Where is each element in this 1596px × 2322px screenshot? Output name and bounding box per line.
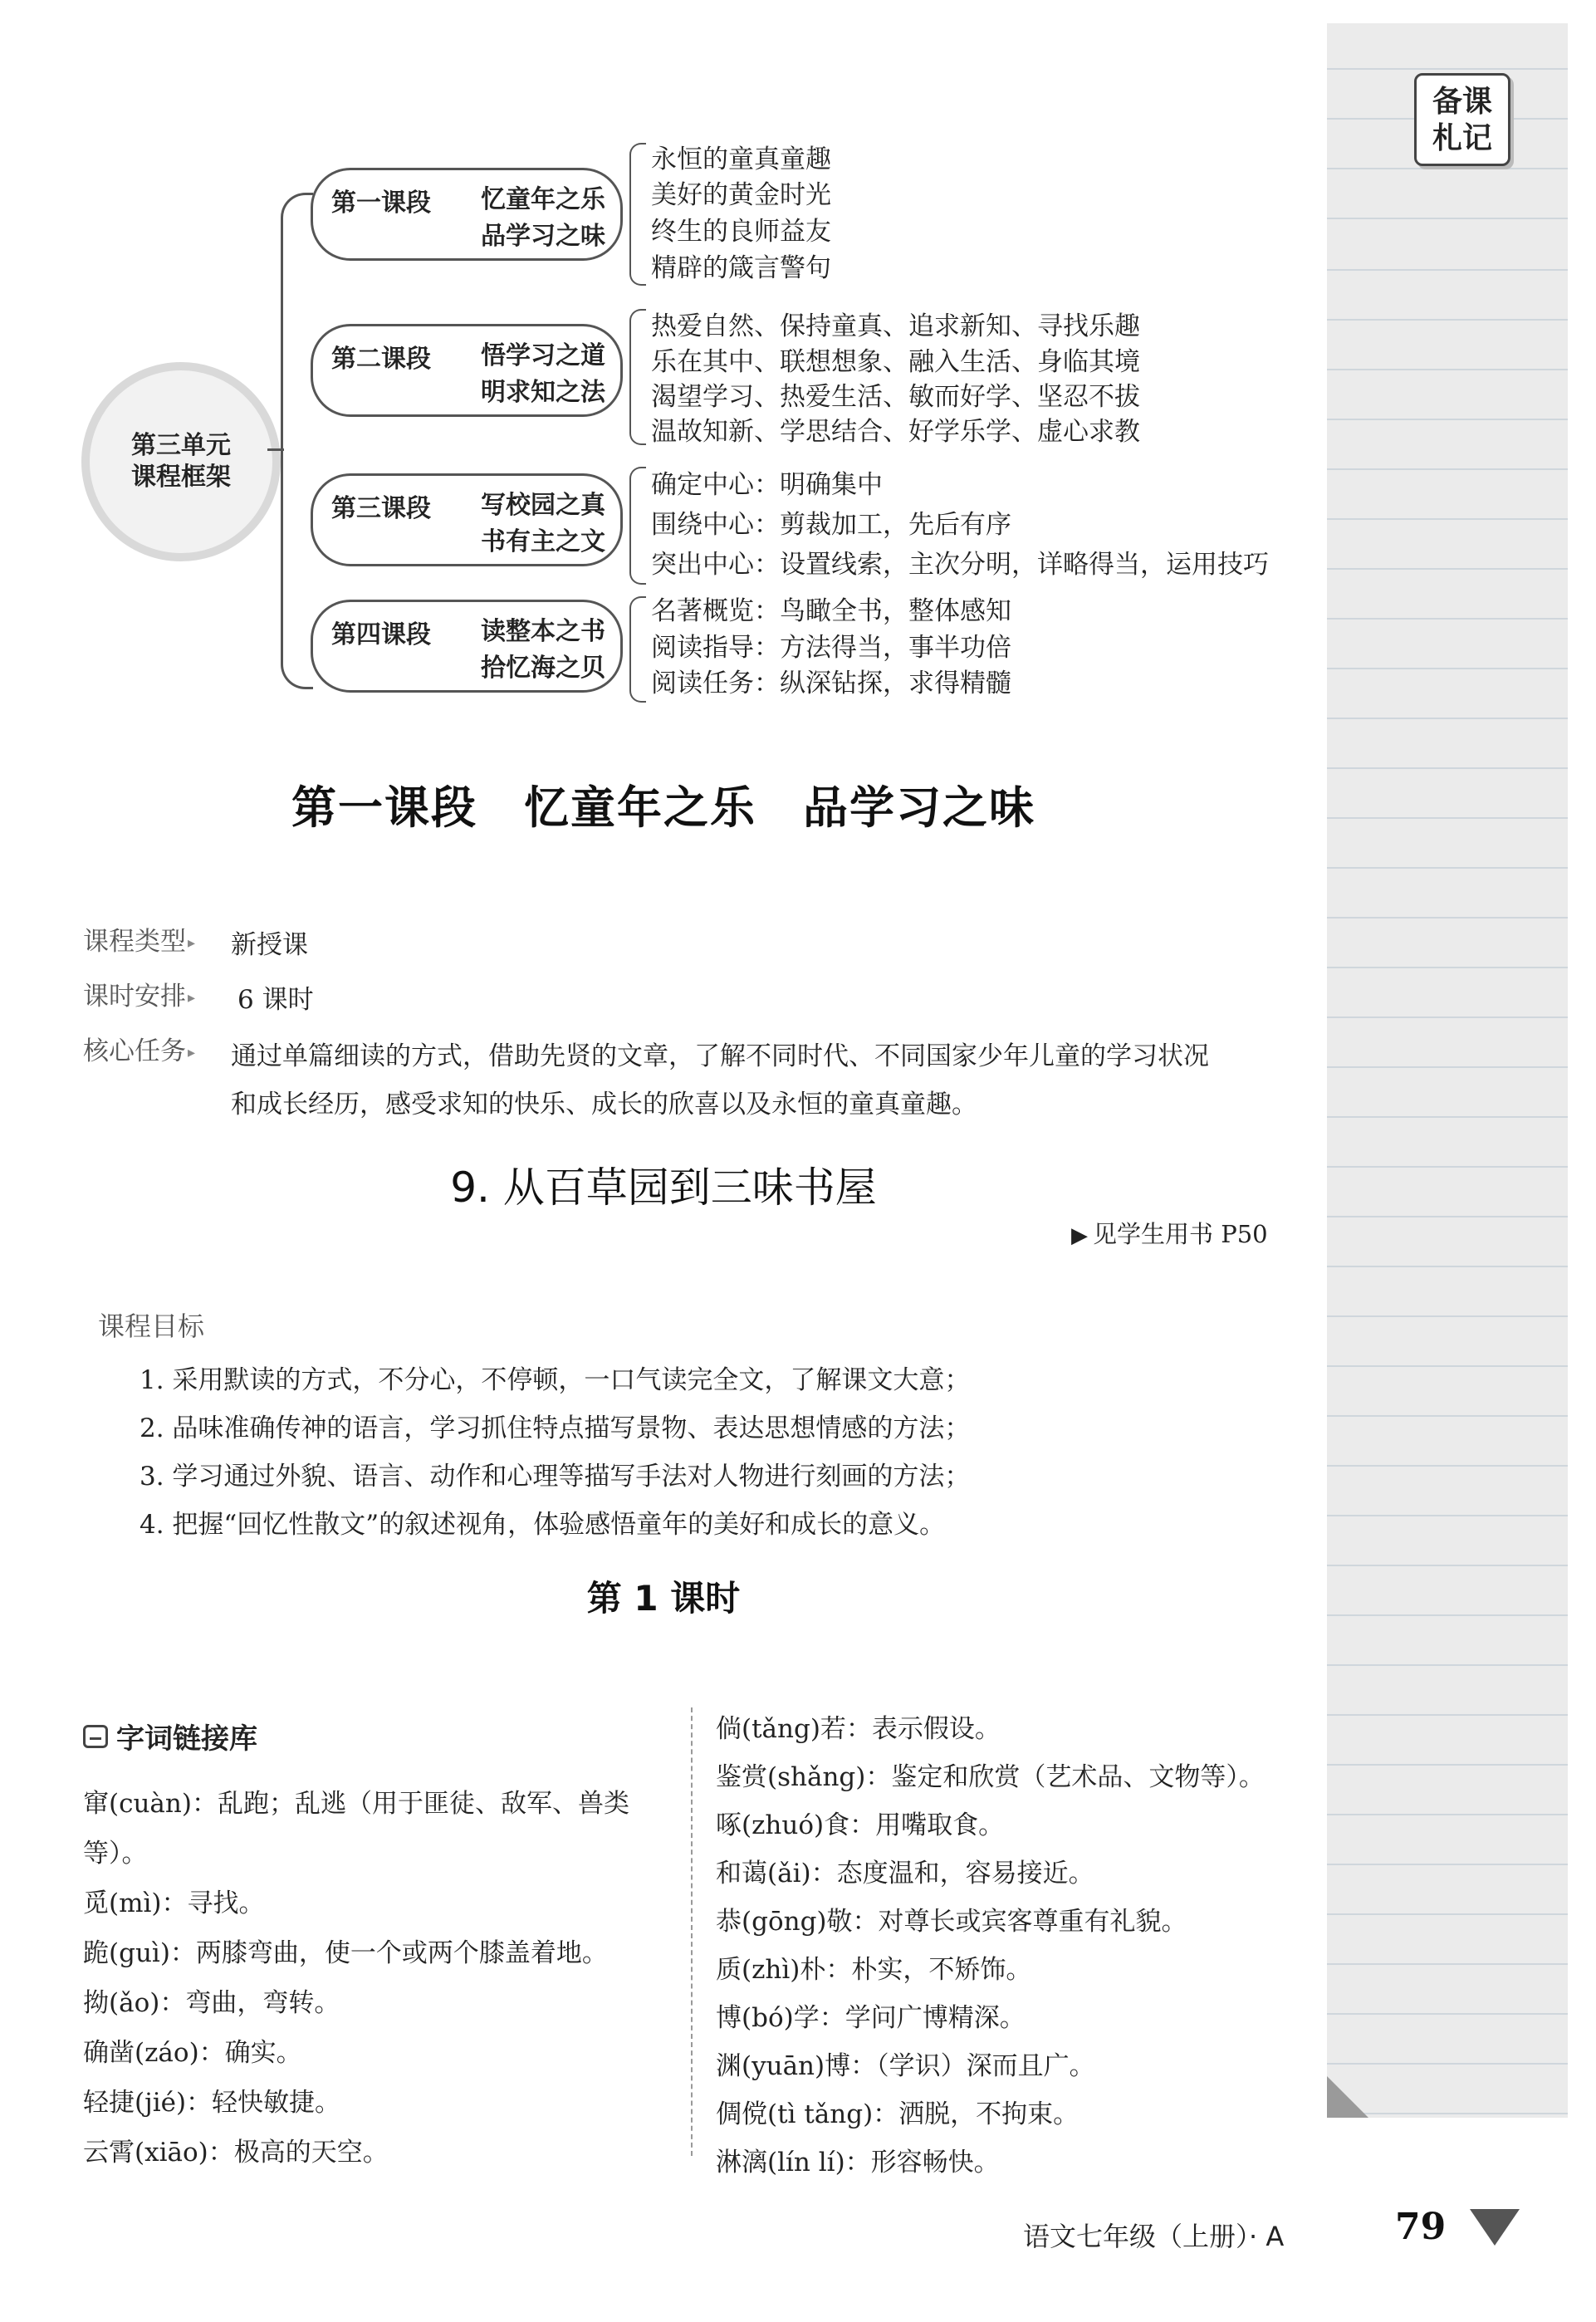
vocab-entry: 觅(mì)：寻找。: [83, 1888, 265, 1918]
segment-item: 精辟的箴言警句: [651, 253, 831, 283]
vocab-entry: 轻捷(jié)：轻快敏捷。: [83, 2088, 341, 2118]
vocab-entry: 博(bó)学：学问广博精深。: [716, 2003, 1026, 2033]
segment-item: 突出中心：设置线索，主次分明，详略得当，运用技巧: [651, 550, 1269, 580]
vocab-entry: 确凿(záo)：确实。: [83, 2038, 302, 2068]
segment-title-line2: 品学习之味: [481, 222, 605, 251]
page-fold-icon: [1327, 2076, 1368, 2118]
page-corner-icon: [1470, 2209, 1520, 2246]
course-type-label: 课程类型 ▸: [83, 920, 195, 958]
period-title: 第 1 课时: [586, 1578, 741, 1619]
vocab-entry: 淋漓(lín lí)：形容畅快。: [716, 2148, 1000, 2177]
segment-item: 热爱自然、保持童真、追求新知、寻找乐趣: [651, 311, 1140, 341]
framework-center: [81, 362, 281, 561]
segment-name: 第二课段: [331, 345, 431, 374]
goal-item: 3. 学习通过外貌、语言、动作和心理等描写手法对人物进行刻画的方法；: [140, 1462, 971, 1492]
notes-badge: [1414, 73, 1510, 166]
column-divider: [691, 1707, 693, 2156]
book-icon: [83, 1725, 108, 1748]
segment-item: 温故知新、学思结合、好学乐学、虚心求教: [651, 417, 1140, 447]
course-time-label: 课时安排 ▸: [83, 975, 195, 1012]
notes-sidebar: [1327, 23, 1568, 2118]
segment-item: 终生的良师益友: [651, 217, 831, 247]
vocab-heading-text: 字词链接库: [116, 1722, 257, 1756]
segment-name: 第一课段: [331, 189, 431, 218]
segment-box-4: [311, 600, 623, 693]
course-type-value: 新授课: [231, 930, 308, 960]
segment-title-line2: 拾忆海之贝: [481, 654, 605, 683]
footer-book-title: 语文七年级（上册）· A: [1023, 2221, 1285, 2252]
vocab-entry: 啄(zhuó)食：用嘴取食。: [716, 1810, 1005, 1840]
segment-title-line1: 悟学习之道: [481, 341, 605, 370]
segment-brace: [629, 143, 646, 286]
vocab-entry: 倜傥(tì tǎng)：洒脱，不拘束。: [716, 2099, 1080, 2129]
notes-badge-line2: 札记: [1432, 120, 1492, 155]
lesson-title: 9. 从百草园到三味书屋: [450, 1163, 877, 1212]
segment-item: 渴望学习、热爱生活、敏而好学、坚忍不拔: [651, 382, 1140, 412]
segment-item: 围绕中心：剪裁加工，先后有序: [651, 510, 1011, 540]
vocab-entry: 窜(cuàn)：乱跑；乱逃（用于匪徒、敌军、兽类: [83, 1789, 629, 1819]
segment-title-line2: 书有主之文: [481, 527, 605, 556]
segment-title-line1: 忆童年之乐: [481, 185, 605, 214]
goal-item: 1. 采用默读的方式，不分心，不停顿，一口气读完全文，了解课文大意；: [140, 1365, 971, 1395]
framework-center-line1: 第三单元: [131, 431, 231, 460]
segment-box-2: [311, 324, 623, 417]
segment-title-line1: 读整本之书: [481, 617, 605, 646]
vocab-entry: 拗(ǎo)：弯曲，弯转。: [83, 1988, 340, 2018]
framework-bracket: [281, 193, 313, 689]
segment-title-line1: 写校园之真: [481, 491, 605, 520]
segment-item: 确定中心：明确集中: [651, 470, 883, 500]
core-task-line: 通过单篇细读的方式，借助先贤的文章，了解不同时代、不同国家少年儿童的学习状况: [231, 1041, 1209, 1071]
segment-item: 阅读指导：方法得当，事半功倍: [651, 633, 1011, 663]
segment-box-3: [311, 473, 623, 566]
segment-brace: [629, 596, 646, 703]
textbook-reference: ▶ 见学生用书 P50: [1071, 1216, 1268, 1250]
segment-item: 美好的黄金时光: [651, 180, 831, 210]
goal-item: 4. 把握“回忆性散文”的叙述视角，体验感悟童年的美好和成长的意义。: [140, 1510, 946, 1540]
vocab-entry: 渊(yuān)博：（学识）深而且广。: [716, 2051, 1095, 2081]
vocab-entry: 跪(guì)：两膝弯曲，使一个或两个膝盖着地。: [83, 1938, 608, 1968]
segment-brace: [629, 309, 646, 445]
vocab-entry: 云霄(xiāo)：极高的天空。: [83, 2138, 389, 2168]
notes-badge-line1: 备课: [1432, 84, 1492, 119]
vocab-heading: [83, 1716, 257, 1756]
core-task-label: 核心任务 ▸: [83, 1030, 195, 1067]
goal-item: 2. 品味准确传神的语言，学习抓住特点描写景物、表达思想情感的方法；: [140, 1413, 971, 1443]
segment-brace: [629, 467, 646, 585]
vocab-entry: 质(zhì)朴：朴实，不矫饰。: [716, 1955, 1032, 1985]
section-title: 第一课段 忆童年之乐 品学习之味: [291, 781, 1035, 834]
vocab-entry: 等）。: [83, 1839, 148, 1869]
course-time-value: 6 课时: [237, 985, 314, 1015]
framework-center-line2: 课程框架: [131, 463, 231, 492]
segment-item: 永恒的童真童趣: [651, 145, 831, 174]
vocab-entry: 和蔼(ǎi)：态度温和，容易接近。: [716, 1859, 1094, 1888]
core-task-line: 和成长经历，感受求知的快乐、成长的欣喜以及永恒的童真童趣。: [231, 1090, 977, 1119]
page-number: 79: [1395, 2206, 1447, 2248]
segment-name: 第四课段: [331, 620, 431, 649]
segment-item: 名著概览：鸟瞰全书，整体感知: [651, 596, 1011, 626]
vocab-entry: 鉴赏(shǎng)：鉴定和欣赏（艺术品、文物等）。: [716, 1762, 1265, 1792]
segment-title-line2: 明求知之法: [481, 378, 605, 407]
segment-item: 阅读任务：纵深钻探，求得精髓: [651, 669, 1011, 698]
vocab-entry: 恭(gōng)敬：对尊长或宾客尊重有礼貌。: [716, 1907, 1187, 1937]
segment-name: 第三课段: [331, 494, 431, 523]
segment-item: 乐在其中、联想想象、融入生活、身临其境: [651, 347, 1140, 377]
segment-box-1: [311, 168, 623, 261]
goals-heading: 课程目标: [98, 1310, 205, 1342]
vocab-entry: 倘(tǎng)若：表示假设。: [716, 1714, 1001, 1744]
